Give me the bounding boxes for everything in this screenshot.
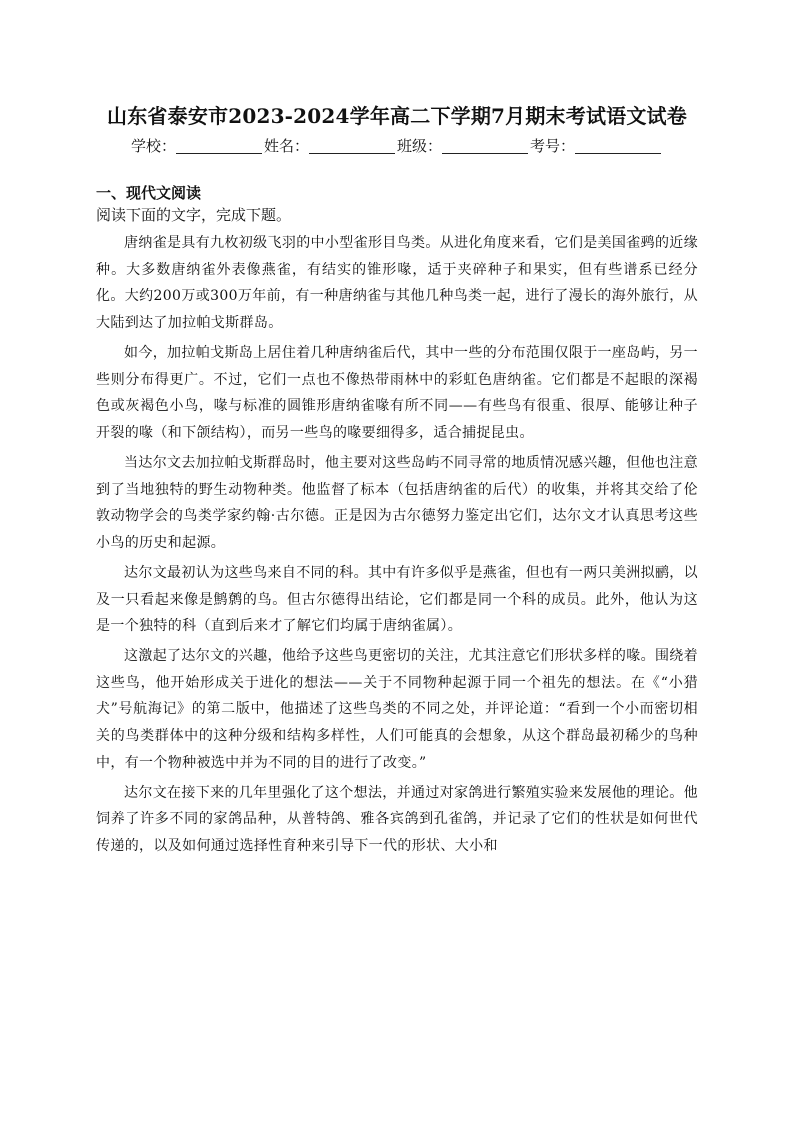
school-blank (176, 137, 262, 154)
passage-paragraph: 达尔文最初认为这些鸟来自不同的科。其中有许多似乎是燕雀，但也有一两只美洲拟鹂，以及一只看起来像是鹪鹩的鸟。但古尔德得出结论，它们都是同一个科的成员。此外，他认为这是一个独特的科（直到后来才了解它们均属于唐纳雀属）。 (96, 564, 698, 635)
class-blank (442, 137, 528, 154)
passage-paragraph: 达尔文在接下来的几年里强化了这个想法，并通过对家鸽进行繁殖实验来发展他的理论。他饲养了许多不同的家鸽品种，从普特鸽、雅各宾鸽到孔雀鸽，并记录了它们的性状是如何世代传递的，以及如何通过选择性育种来引导下一代的形状、大小和 (96, 784, 698, 855)
name-label: 姓名： (263, 137, 309, 155)
document-title: 山东省泰安市2023-2024学年高二下学期7月期末考试语文试卷 (107, 104, 687, 128)
passage-paragraph: 唐纳雀是具有九枚初级飞羽的中小型雀形目鸟类。从进化角度来看，它们是美国雀鹀的近缘种。大多数唐纳雀外表像燕雀，有结实的锥形喙，适于夹碎种子和果实，但有些谱系已经分化。大约200万或300万年前，有一种唐纳雀与其他几种鸟类一起，进行了漫长的海外旅行，从大陆到达了加拉帕戈斯群岛。 (96, 235, 698, 331)
passage-paragraph: 当达尔文去加拉帕戈斯群岛时，他主要对这些岛屿不同寻常的地质情况感兴趣，但他也注意到了当地独特的野生动物种类。他监督了标本（包括唐纳雀的后代）的收集，并将其交给了伦敦动物学会的鸟类学家约翰·古尔德。正是因为古尔德努力鉴定出它们，达尔文才认真思考这些小鸟的历史和起源。 (96, 454, 698, 551)
class-label: 班级： (397, 137, 443, 155)
passage-paragraph: 如今，加拉帕戈斯岛上居住着几种唐纳雀后代，其中一些的分布范围仅限于一座岛屿，另一些则分布得更广。不过，它们一点也不像热带雨林中的彩虹色唐纳雀。它们都是不起眼的深褐色或灰褐色小鸟，喙与标准的圆锥形唐纳雀喙有所不同——有些鸟有很重、很厚、能够让种子开裂的喙（和下颌结构），而另一些鸟的喙要细得多，适合捕捉昆虫。 (96, 344, 698, 441)
exam-number-field (530, 134, 663, 158)
school-label: 学校： (130, 137, 176, 155)
name-blank (309, 137, 395, 154)
passage-paragraph: 这激起了达尔文的兴趣，他给予这些鸟更密切的关注，尤其注意它们形状多样的喙。围绕着这些鸟，他开始形成关于进化的想法——关于不同物种起源于同一个祖先的想法。在《“小猎犬”号航海记》的第二版中，他描述了这些鸟类的不同之处，并评论道：“看到一个小而密切相关的鸟类群体中的这种分级和结构多样性，人们可能真的会想象，从这个群岛最初稀少的鸟种中，有一个物种被选中并为不同的目的进行了改变。” (96, 648, 698, 771)
section-heading: 一、现代文阅读 (96, 184, 202, 202)
exam-number-label: 考号： (530, 137, 576, 155)
name-field (264, 134, 397, 158)
student-info-row (0, 134, 794, 158)
reading-passage (96, 230, 698, 863)
class-field (397, 134, 530, 158)
reading-instruction: 阅读下面的文字，完成下题。 (96, 206, 292, 224)
school-field (131, 134, 264, 158)
exam-number-blank (575, 137, 661, 154)
